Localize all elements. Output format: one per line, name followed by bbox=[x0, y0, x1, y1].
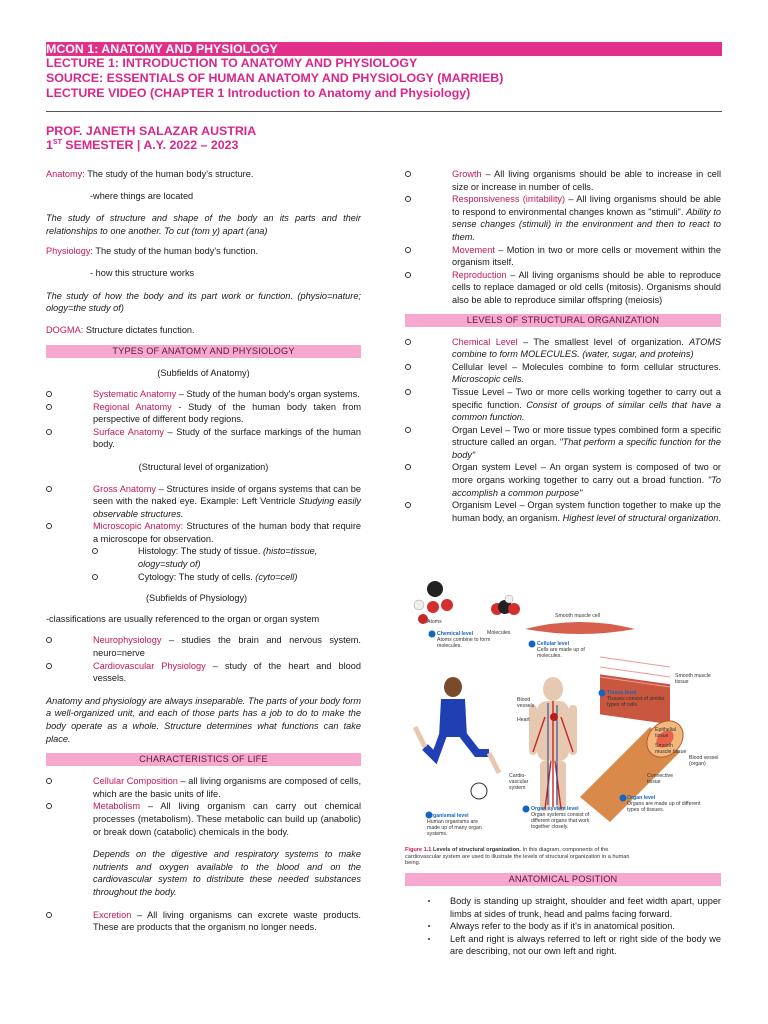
subfields-physiology-heading: (Subfields of Physiology) bbox=[146, 593, 248, 604]
label-organismal-level: Organismal level Human organisms are made up of many organ systems. bbox=[427, 813, 482, 837]
left-column bbox=[46, 168, 361, 934]
organism-soccer-player bbox=[415, 677, 499, 799]
list-item: Always refer to the body as if it's in anatomical position. bbox=[427, 920, 721, 933]
label-atoms: Atoms bbox=[427, 619, 442, 625]
smooth-muscle-cell bbox=[525, 622, 635, 634]
header-divider bbox=[46, 111, 722, 112]
list-item: Gross Anatomy – Structures inside of organs systems that can be seen with the naked eye. Example: Left Ventricle Studying easily observable structures. bbox=[46, 483, 361, 521]
characteristics-list-continued bbox=[405, 168, 721, 307]
physiology-how: - how this structure works bbox=[90, 267, 195, 278]
label-cellular-level: Cellular level Cells are made up of molecules. bbox=[537, 641, 585, 659]
professor-name: PROF. JANETH SALAZAR AUSTRIA bbox=[46, 124, 257, 138]
source-line: SOURCE: ESSENTIALS OF HUMAN ANATOMY AND PHYSIOLOGY (MARRIEB) bbox=[46, 71, 504, 85]
list-item: Growth – All living organisms should be able to increase in cell size or increase in number of cells. bbox=[405, 168, 721, 193]
classifications-note: -classifications are usually referenced to the organ or organ system bbox=[46, 613, 320, 624]
atom-carbon bbox=[427, 581, 443, 597]
molecule-hydrogen bbox=[505, 595, 513, 603]
anatomical-position-section bbox=[405, 873, 721, 958]
list-item: Metabolism – All living organism can carry out chemical processes (metabolism). These metabolic can build up (anabolic) or break down (catabolic) chemicals in the body. Depends on the digestive and respiratory systems to make nutrients and oxygen available to the blood and on the cardiovascular system to distribute these needed substances throughout the body. bbox=[46, 800, 361, 898]
list-item: Responsiveness (irritability) – All living organisms should be able to respond to environmental changes known as "stimuli". Ability to sense changes (stimuli) in the environment and then to react to them. bbox=[405, 193, 721, 243]
list-item: Histology: The study of tissue. (histo=tissue, ology=study of) bbox=[46, 545, 361, 570]
list-item: Left and right is always referred to left or right side of the body we are describing, not our own left and right. bbox=[427, 933, 721, 958]
characteristics-list bbox=[46, 775, 361, 934]
metabolism-note: Depends on the digestive and respiratory systems to make nutrients and oxygen available to the blood and on the cardiovascular system to distribute these needed substances throughout the body. bbox=[93, 849, 361, 897]
level-4-badge bbox=[620, 795, 627, 802]
course-title: MCON 1: ANATOMY AND PHYSIOLOGY bbox=[46, 42, 278, 56]
label-smooth-tissue: Smooth muscle tissue bbox=[675, 673, 711, 685]
semester-line: 1ST SEMESTER | A.Y. 2022 – 2023 bbox=[46, 138, 239, 152]
structural-level-list bbox=[46, 483, 361, 546]
microscopic-sublist bbox=[46, 545, 361, 583]
video-line: LECTURE VIDEO (CHAPTER 1 Introduction to Anatomy and Physiology) bbox=[46, 86, 471, 100]
level-1-badge bbox=[429, 631, 436, 638]
list-item: Cellular Composition – all living organisms are composed of cells, which are the basic units of life. bbox=[46, 775, 361, 800]
list-item: Chemical Level – The smallest level of organization. ATOMS combine to form MOLECULES. (water, sugar, and proteins) bbox=[405, 336, 721, 361]
list-item: Systematic Anatomy – Study of the human body's organ systems. bbox=[46, 388, 361, 401]
label-epithelial: Epithelial tissue bbox=[655, 727, 677, 739]
right-column bbox=[405, 168, 721, 524]
label-smooth-cell: Smooth muscle cell bbox=[555, 613, 600, 619]
anatomical-position-banner: ANATOMICAL POSITION bbox=[405, 873, 721, 886]
label-organ-system-level: Organ system level Organ systems consist of different organs that work together closely. bbox=[531, 806, 590, 830]
list-item: Tissue Level – Two or more cells working together to carry out a specific function. Consist of groups of similar cells that have a common function. bbox=[405, 386, 721, 424]
inseparable-note: Anatomy and physiology are always inseparable. The parts of your body form a well-organized unit, and each of those parts has a job to do to make the body operate as a whole. Structure determines what functions can take place. bbox=[46, 695, 361, 744]
physiology-note: The study of how the body and its part work or function. (physio=nature; ology=the study of) bbox=[46, 290, 361, 314]
list-item: Cardiovascular Physiology – study of the heart and blood vessels. bbox=[46, 660, 361, 685]
list-item: Organ Level – Two or more tissue types combined form a specific structure called an organ. "That perform a specific function for the body" bbox=[405, 424, 721, 462]
list-item: Organism Level – Organ system function together to make up the human body, an organism. Highest level of structural organization. bbox=[405, 499, 721, 524]
label-blood-vessels: Blood vessels bbox=[517, 697, 535, 709]
label-smooth-muscle: Smooth muscle tissue bbox=[655, 743, 687, 755]
subfields-physiology-list bbox=[46, 634, 361, 684]
physiology-definition: Physiology: The study of the human body's function. bbox=[46, 246, 259, 257]
level-3-badge bbox=[599, 690, 606, 697]
characteristics-banner: CHARACTERISTICS OF LIFE bbox=[46, 753, 361, 766]
anatomy-note: The study of structure and shape of the body an its parts and their relationships to one another. To cut (tom y) apart (ana) bbox=[46, 213, 361, 236]
label-chemical-level: Chemical level Atoms combine to form molecules. bbox=[437, 631, 491, 649]
label-organ-level: Organ level Organs are made up of different types of tissues. bbox=[627, 795, 701, 813]
levels-banner: LEVELS OF STRUCTURAL ORGANIZATION bbox=[405, 314, 721, 327]
atom-hydrogen bbox=[414, 600, 424, 610]
subfields-anatomy-heading: (Subfields of Anatomy) bbox=[157, 368, 250, 379]
anatomy-definition: Anatomy: The study of the human body's structure. bbox=[46, 169, 254, 179]
list-item: Microscopic Anatomy: Structures of the human body that require a microscope for observation. bbox=[46, 520, 361, 545]
molecule-oxygen bbox=[508, 603, 520, 615]
list-item: Organ system Level – An organ system is composed of two or more organs working together to carry out a broad function. "To accomplish a common purpose" bbox=[405, 461, 721, 499]
label-connective: Connective tissue bbox=[647, 773, 673, 785]
atom-oxygen bbox=[441, 599, 453, 611]
list-item: Surface Anatomy – Study of the surface markings of the human body. bbox=[46, 426, 361, 451]
list-item: Neurophysiology – studies the brain and nervous system. neuro=nerve bbox=[46, 634, 361, 659]
label-cardio-system: Cardio-vascular system bbox=[509, 773, 529, 791]
label-blood-vessel-organ: Blood vessel (organ) bbox=[689, 755, 719, 767]
subfields-anatomy-list bbox=[46, 388, 361, 451]
anatomical-position-list bbox=[405, 895, 721, 958]
level-2-badge bbox=[529, 641, 536, 648]
levels-list bbox=[405, 336, 721, 525]
figure-caption: Figure 1.1 Levels of structural organization. In this diagram, components of the cardiovascular system are used to illustrate the levels of structural organization in a human being. bbox=[405, 847, 630, 867]
list-item: Movement – Motion in two or more cells or movement within the organism itself. bbox=[405, 244, 721, 269]
label-molecules: Molecules bbox=[487, 630, 511, 636]
list-item: Body is standing up straight, shoulder and feet width apart, upper limbs at sides of trunk, head and palms facing forward. bbox=[427, 895, 721, 920]
structural-level-heading: (Structural level of organization) bbox=[138, 461, 269, 472]
label-tissue-level: Tissue level Tissues consist of similar types of cells. bbox=[607, 690, 665, 708]
atom-oxygen bbox=[427, 601, 439, 613]
types-banner: TYPES OF ANATOMY AND PHYSIOLOGY bbox=[46, 345, 361, 358]
list-item: Cellular level – Molecules combine to form cellular structures. Microscopic cells. bbox=[405, 361, 721, 386]
lecture-title: LECTURE 1: INTRODUCTION TO ANATOMY AND PHYSIOLOGY bbox=[46, 56, 418, 70]
anatomy-where: -where things are located bbox=[90, 190, 194, 201]
levels-figure bbox=[405, 577, 721, 867]
level-5-badge bbox=[523, 806, 530, 813]
list-item: Regional Anatomy - Study of the human body taken from perspective of different body regions. bbox=[46, 401, 361, 426]
dogma: DOGMA: Structure dictates function. bbox=[46, 324, 195, 335]
list-item: Excretion – All living organisms can excrete waste products. These are products that the organism no longer needs. bbox=[46, 909, 361, 934]
list-item: Reproduction – All living organisms should be able to reproduce cells to replace damaged or old cells (mitosis). Organisms should also be able to reproduce similar offspring (meiosis) bbox=[405, 269, 721, 307]
list-item: Cytology: The study of cells. (cyto=cell) bbox=[46, 571, 361, 584]
label-heart: Heart bbox=[517, 717, 530, 723]
